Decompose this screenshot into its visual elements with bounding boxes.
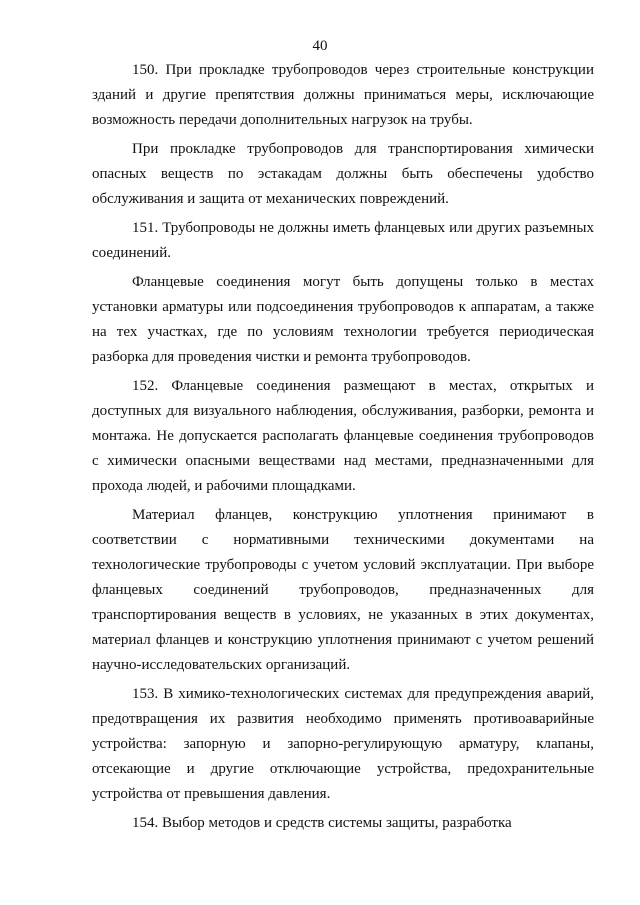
paragraph-150-continuation: При прокладке трубопроводов для транспортирования химически опасных веществ по эстакадам должны быть обеспечены удобство обслуживания и защита от механических повреждений. — [92, 141, 594, 207]
paragraph-152-continuation: Материал фланцев, конструкцию уплотнения принимают в соответствии с нормативными техническими документами на технологические трубопроводы с учетом условий эксплуатации. При выборе фланцевых соединений трубопроводов, предназначенных для транспортирования веществ в условиях, не указанных в этих документах, материал фланцев и конструкцию уплотнения принимают с учетом решений научно-исследовательских организаций. — [92, 507, 594, 673]
paragraph-154: 154. Выбор методов и средств системы защиты, разработка — [132, 815, 512, 831]
paragraph-153: 153. В химико-технологических системах для предупреждения аварий, предотвращения их развития необходимо применять противоаварийные устройства: запорную и запорно-регулирующую арматуру, клапаны, отсекающие и другие отключающие устройства, предохранительные устройства от превышения давления. — [92, 686, 594, 802]
paragraph-151-continuation: Фланцевые соединения могут быть допущены только в местах установки арматуры или подсоединения трубопроводов к аппаратам, а также на тех участках, где по условиям технологии требуется периодическая разборка для проведения чистки и ремонта трубопроводов. — [92, 274, 594, 365]
paragraph-151: 151. Трубопроводы не должны иметь фланцевых или других разъемных соединений. — [92, 220, 594, 261]
page-number: 40 — [312, 38, 328, 54]
paragraph-152: 152. Фланцевые соединения размещают в местах, открытых и доступных для визуального наблюдения, обслуживания, разборки, ремонта и монтажа. Не допускается располагать фланцевые соединения трубопроводов с химически опасными веществами над местами, предназначенными для прохода людей, и рабочими площадками. — [92, 378, 594, 494]
document-body — [92, 58, 594, 836]
paragraph-150: 150. При прокладке трубопроводов через строительные конструкции зданий и другие препятствия должны приниматься меры, исключающие возможность передачи дополнительных нагрузок на трубы. — [92, 62, 594, 128]
